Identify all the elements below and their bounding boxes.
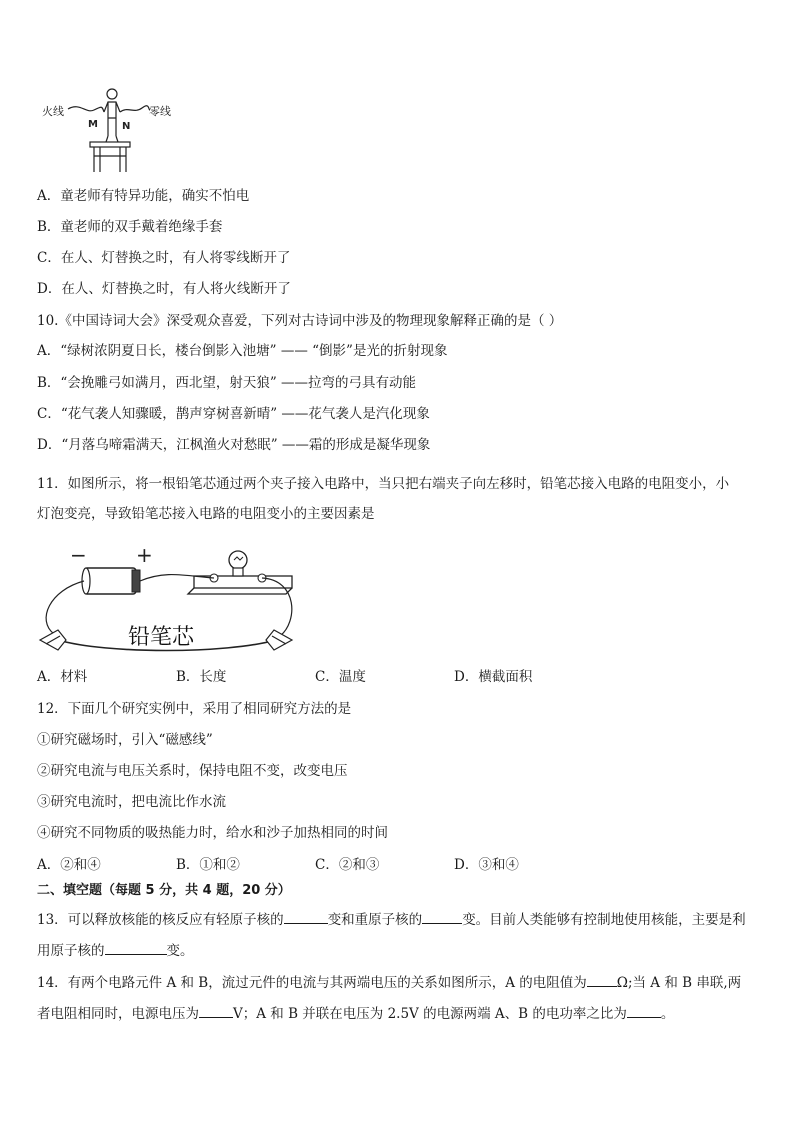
q14-text-4: V；A 和 B 并联在电压为 2.5V 的电源两端 A、B 的电功率之比为 xyxy=(233,1006,627,1022)
q14-line2 xyxy=(37,1003,674,1023)
q14-blank-2[interactable] xyxy=(199,1003,233,1018)
q11-stem-line1: 11．如图所示，将一根铅笔芯通过两个夹子接入电路中，当只把右端夹子向左移时，铅笔芯接入电路的电阻变小，小 xyxy=(37,476,730,492)
battery-body xyxy=(84,568,136,594)
section-heading: 二、填空题（每题 5 分，共 4 题，20 分） xyxy=(37,883,291,898)
q11-option-d: D．横截面积 xyxy=(454,669,533,685)
q10-option-a: A．“绿树浓阴夏日长，楼台倒影入池塘” —— “倒影”是光的折射现象 xyxy=(37,343,448,359)
q14-text-1: 14．有两个电路元件 A 和 B，流过元件的电流与其两端电压的关系如图所示，A 的电阻值为 xyxy=(37,975,587,991)
q13-line1 xyxy=(37,909,746,929)
q12-stem: 12．下面几个研究实例中，采用了相同研究方法的是 xyxy=(37,701,352,717)
stool-top xyxy=(90,142,130,147)
q11-option-b: B．长度 xyxy=(176,669,227,685)
q14-blank-3[interactable] xyxy=(627,1003,661,1018)
minus-label: − xyxy=(70,543,87,567)
q13-blank-1[interactable] xyxy=(284,909,328,924)
pencil-lead-label: 铅笔芯 xyxy=(128,625,195,650)
q14-blank-1[interactable] xyxy=(587,972,617,987)
q12-item-4: ④研究不同物质的吸热能力时，给水和沙子加热相同的时间 xyxy=(37,825,388,841)
battery-cap xyxy=(132,570,140,592)
person-head xyxy=(107,89,117,99)
person-body xyxy=(104,102,120,142)
q12-item-3: ③研究电流时，把电流比作水流 xyxy=(37,794,226,810)
q14-text-3: 者电阻相同时，电源电压为 xyxy=(37,1006,199,1022)
q12-item-2: ②研究电流与电压关系时，保持电阻不变，改变电压 xyxy=(37,763,348,779)
q9-option-d: D．在人、灯替换之时，有人将火线断开了 xyxy=(37,281,291,297)
q12-option-b: B．①和② xyxy=(176,857,240,873)
q13-text-1: 13．可以释放核能的核反应有轻原子核的 xyxy=(37,912,284,928)
q12-option-d: D．③和④ xyxy=(454,857,519,873)
q9-option-c: C．在人、灯替换之时，有人将零线断开了 xyxy=(37,250,291,266)
person-wire-figure xyxy=(38,84,178,176)
plus-label: + xyxy=(136,543,153,567)
q9-option-b: B．童老师的双手戴着绝缘手套 xyxy=(37,219,223,235)
zero-wire-label: 零线 xyxy=(149,105,171,118)
fire-wire xyxy=(68,107,104,112)
q10-option-d: D．“月落乌啼霜满天，江枫渔火对愁眠” ——霜的形成是凝华现象 xyxy=(37,437,431,453)
q14-text-5: 。 xyxy=(660,1006,675,1022)
q12-item-1: ①研究磁场时，引入“磁感线” xyxy=(37,732,213,748)
q10-option-b: B．“会挽雕弓如满月，西北望，射天狼” ——拉弯的弓具有动能 xyxy=(37,375,417,391)
q13-text-5: 变。 xyxy=(166,943,194,959)
q11-option-c: C．温度 xyxy=(315,669,366,685)
q13-text-2: 变和重原子核的 xyxy=(327,912,423,928)
q13-line2 xyxy=(37,940,194,960)
wire-left-clip xyxy=(46,581,84,634)
stool-legs xyxy=(94,147,126,172)
q13-blank-2[interactable] xyxy=(422,909,462,924)
bulb-base-side xyxy=(188,588,292,594)
q14-text-2: Ω;当 A 和 B 串联,两 xyxy=(616,975,742,991)
m-label: M xyxy=(88,119,98,130)
bulb-socket xyxy=(233,568,243,576)
q13-text-4: 用原子核的 xyxy=(37,943,105,959)
pencil-circuit-figure xyxy=(36,540,296,662)
q13-text-3: 变。目前人类能够有控制地使用核能，主要是利 xyxy=(462,912,746,928)
fire-wire-label: 火线 xyxy=(42,105,64,118)
q11-options xyxy=(37,668,593,686)
q11-option-a: A．材料 xyxy=(37,669,88,685)
n-label: N xyxy=(122,121,131,132)
q10-option-c: C．“花气袭人知骤暖，鹊声穿树喜新晴” ——花气袭人是汽化现象 xyxy=(37,406,430,422)
q13-blank-3[interactable] xyxy=(105,940,167,955)
q12-option-c: C．②和③ xyxy=(315,857,380,873)
q10-stem: 10.《中国诗词大会》深受观众喜爱，下列对古诗词中涉及的物理现象解释正确的是（ ） xyxy=(37,313,563,329)
bulb-glass xyxy=(229,551,247,569)
q12-option-a: A．②和④ xyxy=(37,857,101,873)
q14-line1 xyxy=(37,972,741,992)
right-clip xyxy=(266,630,292,650)
zero-wire xyxy=(120,106,150,112)
q9-option-a: A．童老师有特异功能，确实不怕电 xyxy=(37,188,250,204)
left-clip xyxy=(40,630,66,650)
q11-stem-line2: 灯泡变亮，导致铅笔芯接入电路的电阻变小的主要因素是 xyxy=(37,506,375,522)
q12-options xyxy=(37,856,593,874)
